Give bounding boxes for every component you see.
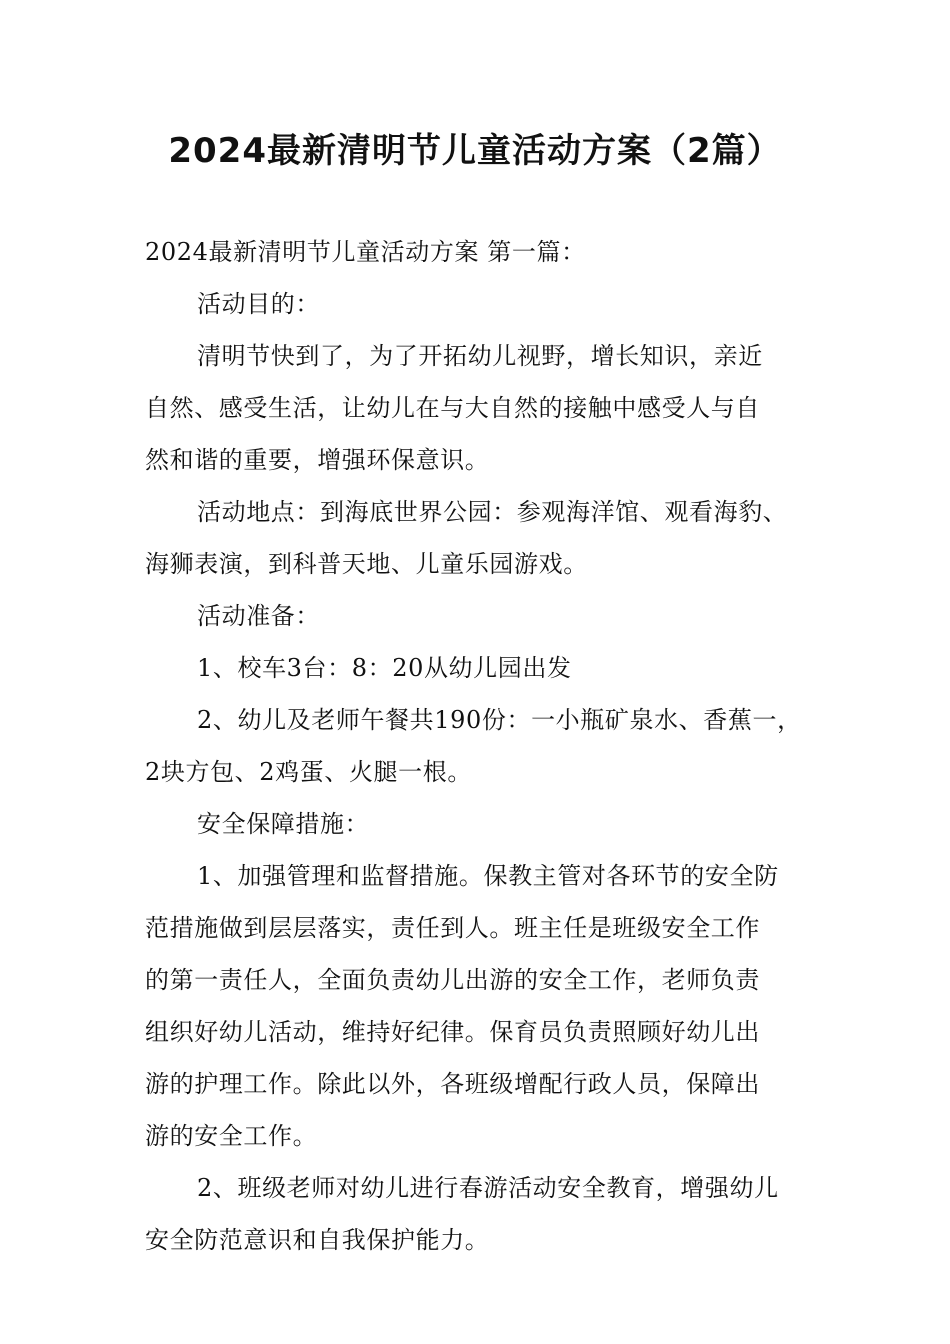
body-line: 2、班级老师对幼儿进行春游活动安全教育，增强幼儿 <box>197 1174 779 1202</box>
body-line: 2、幼儿及老师午餐共190份：一小瓶矿泉水、香蕉一， <box>197 706 802 734</box>
document-title: 2024最新清明节儿童活动方案（2篇） <box>168 131 782 171</box>
body-line: 然和谐的重要，增强环保意识。 <box>145 446 490 474</box>
body-line: 活动目的： <box>197 290 320 318</box>
body-line: 海狮表演，到科普天地、儿童乐园游戏。 <box>145 550 588 578</box>
body-line: 游的护理工作。除此以外，各班级增配行政人员，保障出 <box>145 1070 760 1098</box>
body-line: 活动准备： <box>197 602 320 630</box>
body-line: 清明节快到了，为了开拓幼儿视野，增长知识，亲近 <box>197 342 763 370</box>
body-line: 1、加强管理和监督措施。保教主管对各环节的安全防 <box>197 862 779 890</box>
body-line: 的第一责任人，全面负责幼儿出游的安全工作，老师负责 <box>145 966 760 994</box>
body-line: 安全保障措施： <box>197 810 370 838</box>
body-line: 安全防范意识和自我保护能力。 <box>145 1226 490 1254</box>
body-line: 2024最新清明节儿童活动方案 第一篇： <box>145 238 586 266</box>
body-line: 2块方包、2鸡蛋、火腿一根。 <box>145 758 472 786</box>
document-body <box>145 226 835 1266</box>
body-line: 自然、感受生活，让幼儿在与大自然的接触中感受人与自 <box>145 394 760 422</box>
body-line: 1、校车3台：8：20从幼儿园出发 <box>197 654 572 682</box>
body-line: 游的安全工作。 <box>145 1122 318 1150</box>
body-line: 范措施做到层层落实，责任到人。班主任是班级安全工作 <box>145 914 760 942</box>
body-line: 组织好幼儿活动，维持好纪律。保育员负责照顾好幼儿出 <box>145 1018 760 1046</box>
body-line: 活动地点：到海底世界公园：参观海洋馆、观看海豹、 <box>197 498 788 526</box>
